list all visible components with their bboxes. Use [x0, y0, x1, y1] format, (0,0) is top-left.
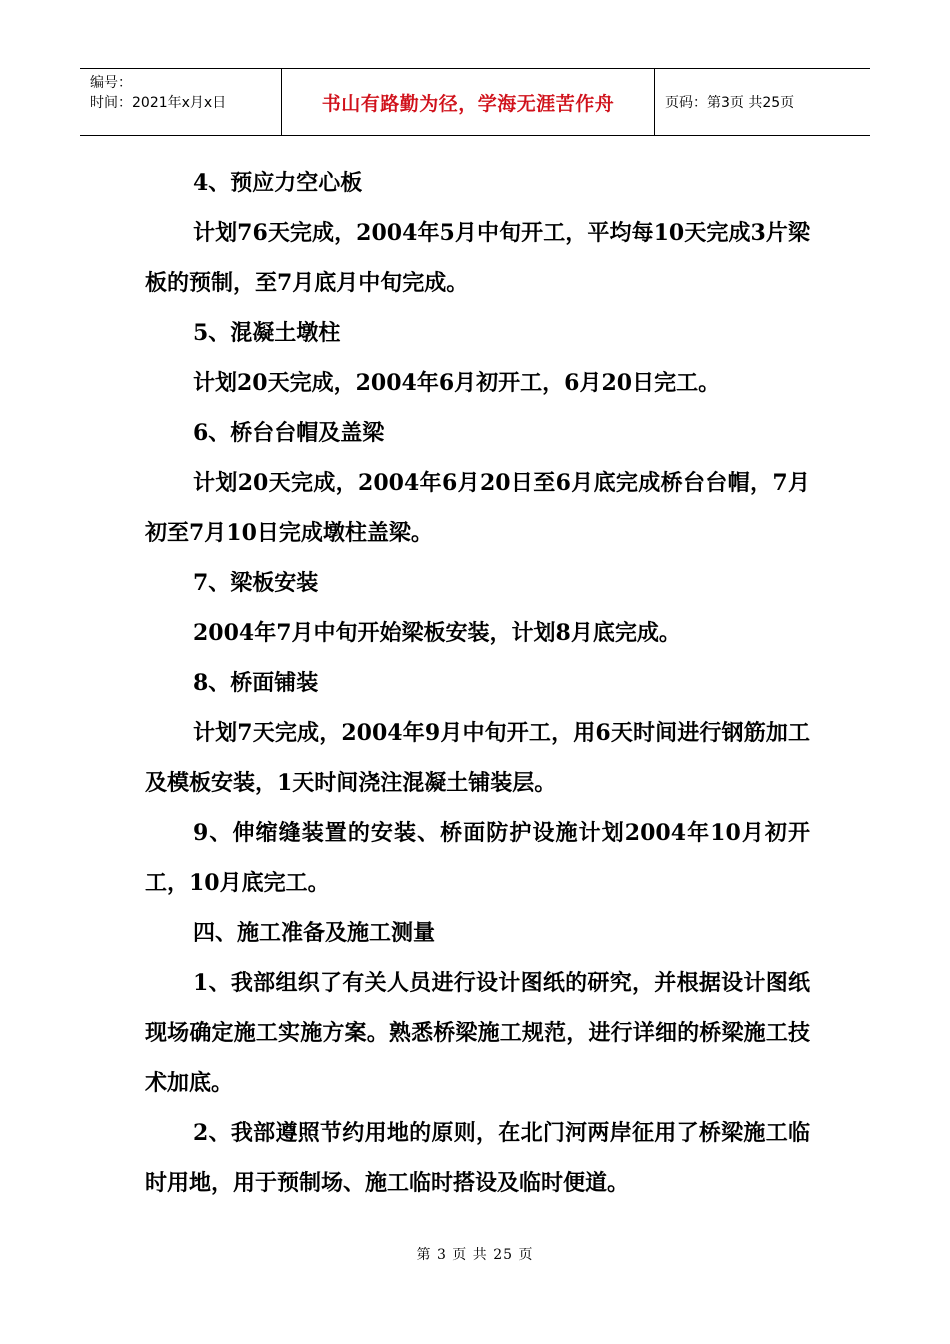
- heading-concrete-pier: 5、混凝土墩柱: [193, 320, 341, 346]
- paragraph-abutment-cap: 计划20天完成，2004年6月20日至6月底完成桥台台帽，7月初至7月10日完成墩柱盖梁。: [145, 470, 810, 546]
- serial-label: 编号：: [90, 75, 132, 91]
- paragraph-deck-paving: 计划7天完成，2004年9月中旬开工，用6天时间进行钢筋加工及模板安装，1天时间浇注混凝土铺装层。: [145, 720, 810, 796]
- time-label: 时间：2021年x月x日: [90, 95, 227, 111]
- paragraph-design-study: 1、我部组织了有关人员进行设计图纸的研究，并根据设计图纸现场确定施工实施方案。熟悉桥梁施工规范，进行详细的桥梁施工技术加底。: [145, 970, 810, 1096]
- document-body: [145, 158, 810, 1208]
- paragraph-prestressed-slab: 计划76天完成，2004年5月中旬开工，平均每10天完成3片梁板的预制，至7月底月中旬完成。: [145, 220, 810, 296]
- heading-deck-paving: 8、桥面铺装: [193, 670, 319, 696]
- paragraph-expansion-joint: 9、伸缩缝装置的安装、桥面防护设施计划2004年10月初开工，10月底完工。: [145, 820, 810, 896]
- header-page-info: 页码：第3页 共25页: [665, 95, 795, 111]
- paragraph-beam-installation: 2004年7月中旬开始梁板安装，计划8月底完成。: [193, 620, 681, 646]
- heading-preparation-survey: 四、施工准备及施工测量: [193, 920, 436, 946]
- header-meta: [80, 69, 282, 135]
- header-motto: 书山有路勤为径，学海无涯苦作舟: [282, 69, 655, 135]
- paragraph-land-use: 2、我部遵照节约用地的原则，在北门河两岸征用了桥梁施工临时用地，用于预制场、施工临时搭设及临时便道。: [145, 1120, 810, 1196]
- page-footer: 第 3 页 共 25 页: [416, 1247, 534, 1263]
- page-header: [80, 68, 870, 136]
- paragraph-concrete-pier: 计划20天完成，2004年6月初开工，6月20日完工。: [193, 370, 721, 396]
- heading-abutment-cap: 6、桥台台帽及盖梁: [193, 420, 385, 446]
- heading-beam-installation: 7、梁板安装: [193, 570, 319, 596]
- heading-prestressed-slab: 4、预应力空心板: [193, 170, 363, 196]
